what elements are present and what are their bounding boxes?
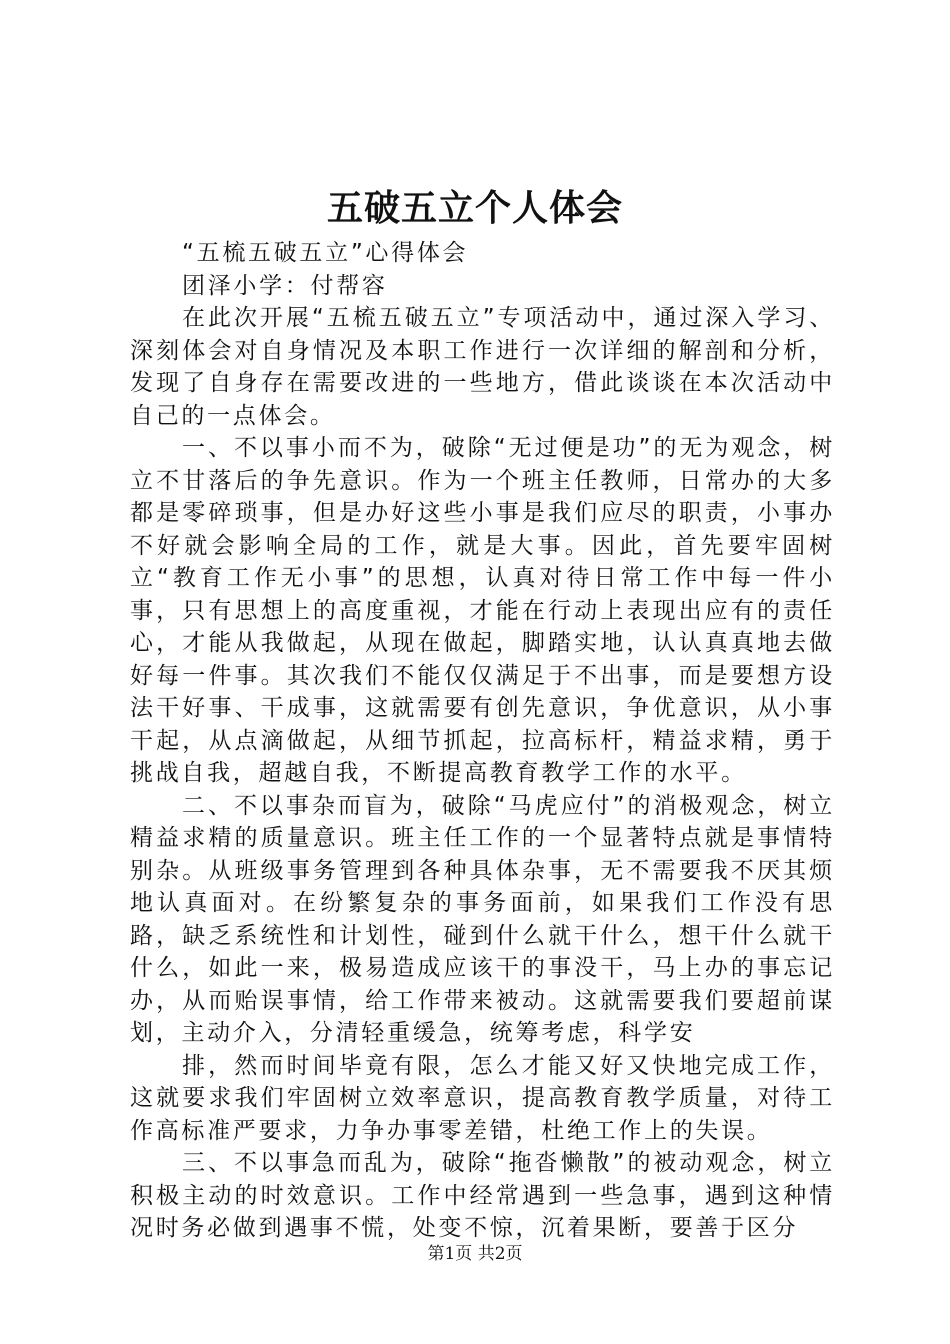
body-paragraph-3: 排，然而时间毕竟有限，怎么才能又好又快地完成工作，这就要求我们牢固树立效率意识，提高教育教学质量，对待工作高标准严要求，力争办事零差错，杜绝工作上的失误。 [130,1052,835,1144]
body-paragraph-4: 三、不以事急而乱为，破除“拖沓懒散”的被动观念，树立积极主动的时效意识。工作中经常遇到一些急事，遇到这种情况时务必做到遇事不慌，处变不惊，沉着果断，要善于区分 [130,1150,835,1241]
body-paragraph-1: 一、不以事小而不为，破除“无过便是功”的无为观念，树立不甘落后的争先意识。作为一个班主任教师，日常办的大多都是零碎琐事，但是办好这些小事是我们应尽的职责，小事办不好就会影响全局的工作，就是大事。因此，首先要牢固树立“教育工作无小事”的思想，认真对待日常工作中每一件小事，只有思想上的高度重视，才能在行动上表现出应有的责任心，才能从我做起，从现在做起，脚踏实地，认认真真地去做好每一件事。其次我们不能仅仅满足于不出事，而是要想方设法干好事、干成事，这就需要有创先意识，争优意识，从小事干起，从点滴做起，从细节抓起，拉高标杆，精益求精，勇于挑战自我，超越自我，不断提高教育教学工作的水平。 [130,435,835,786]
subtitle-paragraph: “五梳五破五立”心得体会 [182,240,469,266]
document-body [130,237,835,1245]
document-title: 五破五立个人体会 [326,187,623,229]
author-line: 团泽小学：付帮容 [182,272,388,299]
intro-paragraph: 在此次开展“五梳五破五立”专项活动中，通过深入学习、深刻体会对自身情况及本职工作进行一次详细的解剖和分析，发现了自身存在需要改进的一些地方，借此谈谈在本次活动中自己的一点体会。 [130,305,835,429]
page-footer: 第1页 共2页 [427,1244,523,1264]
body-paragraph-2: 二、不以事杂而盲为，破除“马虎应付”的消极观念，树立精益求精的质量意识。班主任工作的一个显著特点就是事情特别杂。从班级事务管理到各种具体杂事，无不需要我不厌其烦地认真面对。在纷繁复杂的事务面前，如果我们工作没有思路，缺乏系统性和计划性，碰到什么就干什么，想干什么就干什么，如此一来，极易造成应该干的事没干，马上办的事忘记办，从而贻误事情，给工作带来被动。这就需要我们要超前谋划，主动介入，分清轻重缓急，统筹考虑，科学安 [130,792,835,1046]
